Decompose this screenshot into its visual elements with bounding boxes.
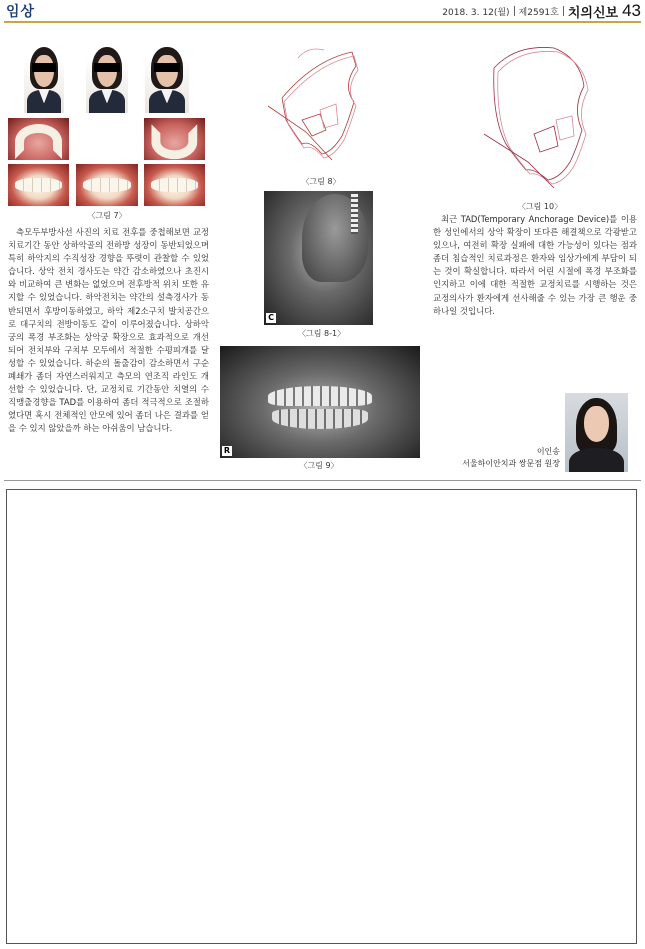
ruler-icon [351,194,358,234]
issue-number: 제2591호 [518,7,559,18]
page-number: 43 [622,1,641,20]
header-rule [4,21,641,23]
author-byline [430,446,560,470]
header-meta [442,0,641,22]
patient-face-photo-smile [145,45,189,113]
figure-8-1-caption: 〈그림 8-1〉 [298,329,346,338]
newspaper-name: 치의신보 [567,5,619,21]
patient-face-photo-front [86,45,128,113]
issue-date: 2018. 3. 12(월) [442,7,510,18]
divider [563,6,564,16]
author-name: 이인송 [536,447,560,456]
intraoral-lower-occlusal-photo [144,118,205,160]
author-affiliation: 서울하이안치과 쌍문점 원장 [462,459,560,468]
figure-7-caption: 〈그림 7〉 [87,211,127,220]
privacy-bar [154,63,180,71]
privacy-bar [32,63,56,71]
author-portrait [565,393,628,472]
advertisement-box [6,489,637,944]
figure-10-caption: 〈그림 10〉 [517,202,563,211]
figure-9-panoramic-xray [220,346,420,458]
page-header [0,0,645,22]
intraoral-left-photo [144,164,205,206]
radiograph-marker: R [223,446,231,455]
figure-8-tracing [262,40,374,172]
article-body-right: 최근 TAD(Temporary Anchorage Device)를 이용한 성인에서의 상악 확장이 또다른 해결책으로 각광받고 있으나, 여전히 확장 실패에 대한 가능성이 있다는 점과 좀더 침습적인 치료과정은 환자와 임상가에게 부담이 되는 것이 확실합니다. 따라서 어린 시절에 폭경 부조화를 인지하고 이에 대한 적절한 교정치료를 시행하는 것은 교정의사가 환자에게 선사해줄 수 있는 가장 큰 행운 중 하나일 것입니다. [433,214,637,316]
figure-10-tracing [476,38,604,198]
figure-9-caption: 〈그림 9〉 [299,461,339,470]
intraoral-right-photo [8,164,69,206]
section-title: 임상 [6,4,36,20]
intraoral-upper-occlusal-photo [8,118,69,160]
privacy-bar [94,63,119,71]
intraoral-front-photo [76,164,138,206]
patient-face-photo-left [24,45,64,113]
section-divider [4,480,641,481]
figure-8-caption: 〈그림 8〉 [301,177,341,186]
figure-8-1-cephalogram [264,191,373,325]
divider [514,6,515,16]
article-body-left: 측모두부방사선 사진의 치료 전후를 중첩해보면 교정 치료기간 동안 상하악골의 전하방 성장이 동반되었으며 특히 하악지의 수직성장 경향을 뚜렷이 관찰할 수 있었습니다. 상악 전치 경사도는 약간 감소하였으나 초진시와 비교하여 큰 변화는 없었으며 전후방적 위치 또한 유지할 수 있었습니다. 하악전치는 약간의 설측경사가 동반되면서 후방이동하였고, 하악 제2소구치 발치공간으로 대구치의 전방이동도 같이 이루어졌습니다. 상하악궁의 폭경 부조화는 상악궁 확장으로 효과적으로 개선되어 전치부와 구치부 모두에서 적절한 수평피개를 달성할 수 있었습니다. 하순의 돌출감이 감소하면서 구순 폐쇄가 좀더 자연스러워지고 측모의 연조직 라인도 개선할 수 있었습니다. 단, 교정치료 기간동안 치열의 수직맹출경향을 TAD를 이용하여 좀더 적극적으로 조절하였다면 혹시 전체적인 안모에 있어 좀더 나은 결과를 얻을 수 있지 않았을까 하는 아쉬움이 남습니다. [8,227,209,434]
radiograph-marker: C [266,313,276,323]
